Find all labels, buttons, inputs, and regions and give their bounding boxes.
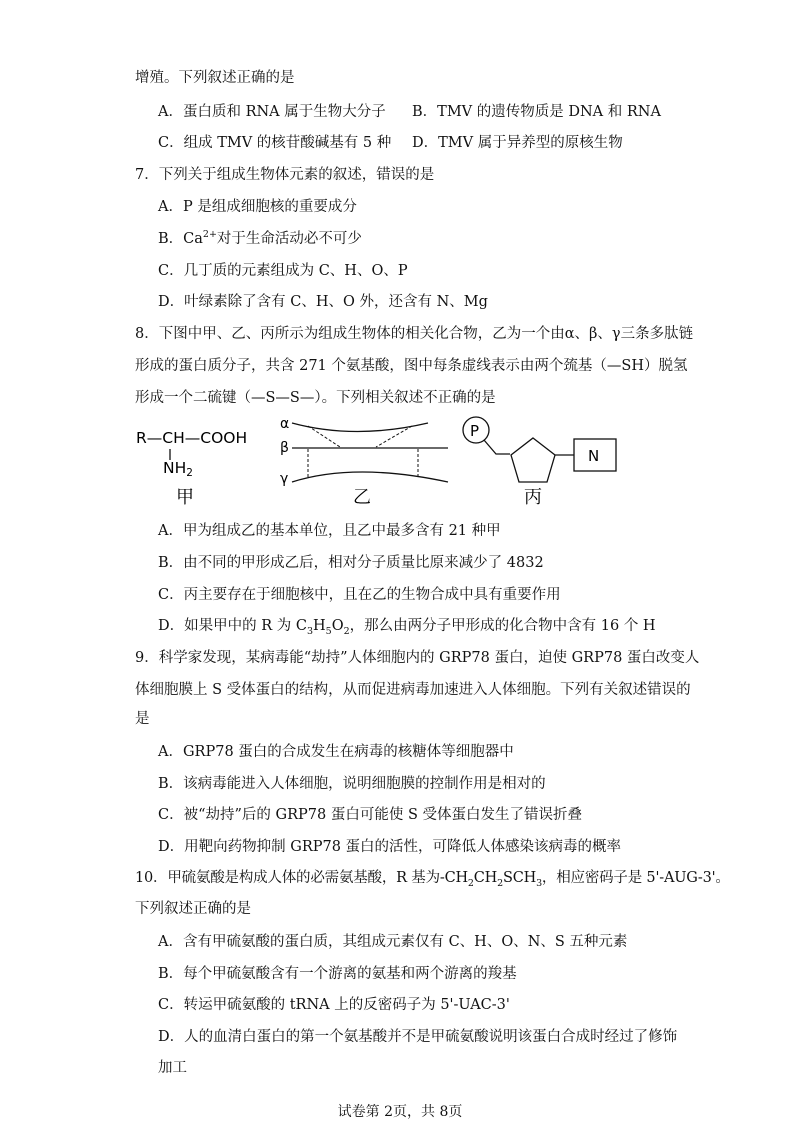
q7-option-a: A．P 是组成细胞核的重要成分 xyxy=(158,199,357,215)
q8-figure xyxy=(130,410,650,510)
page-footer: 试卷第 2页，共 8页 xyxy=(337,1104,463,1120)
alpha-chain xyxy=(292,423,428,432)
bing-label: 丙 xyxy=(524,487,542,508)
q8-option-d: D．如果甲中的 R 为 $C_3H_5O_2$，那么由两分子甲形成的化合物中含有 16 个 H xyxy=(158,618,656,637)
q7-option-b: B．$Ca^{2+}$对于生命活动必不可少 xyxy=(158,229,362,247)
phosphate-p: P xyxy=(470,422,480,440)
q8-option-b: B．由不同的甲形成乙后，相对分子质量比原来减少了 4832 xyxy=(158,555,544,571)
q10-stem-line1: 10．甲硫氨酸是构成人体的必需氨基酸，R 基为$-CH_2CH_2SCH_3$，相应密码子是 5'-AUG-3'。 xyxy=(135,870,730,889)
phosphate-bond xyxy=(484,440,510,454)
q7-stem: 7．下列关于组成生物体元素的叙述，错误的是 xyxy=(135,167,435,183)
q7-option-d: D．叶绿素除了含有 C、H、O 外，还含有 N、Mg xyxy=(158,294,488,310)
q9-option-d: D．用靶向药物抑制 GRP78 蛋白的活性，可降低人体感染该病毒的概率 xyxy=(158,839,622,855)
jia-label: 甲 xyxy=(176,487,194,508)
q6-stem-tail: 增殖。下列叙述正确的是 xyxy=(135,70,295,86)
q10-option-b: B．每个甲硫氨酸含有一个游离的氨基和两个游离的羧基 xyxy=(158,966,517,982)
q9-stem-line3: 是 xyxy=(135,711,150,727)
jia-formula-bottom: NH2 xyxy=(163,459,193,479)
q8-stem-line3: 形成一个二硫键（—S—S—）。下列相关叙述不正确的是 xyxy=(135,390,496,406)
q10-stem-line2: 下列叙述正确的是 xyxy=(135,901,251,917)
q9-option-b: B．该病毒能进入人体细胞，说明细胞膜的控制作用是相对的 xyxy=(158,776,546,792)
yi-alpha-label: α xyxy=(280,416,290,432)
yi-beta-label: β xyxy=(280,440,289,456)
q10-option-d-line1: D．人的血清白蛋白的第一个氨基酸并不是甲硫氨酸说明该蛋白合成时经过了修饰 xyxy=(158,1029,678,1045)
q8-stem-line1: 8．下图中甲、乙、丙所示为组成生物体的相关化合物，乙为一个由α、β、γ三条多肽链 xyxy=(135,326,694,342)
q6-option-c: C．组成 TMV 的核苷酸碱基有 5 种 xyxy=(158,135,392,151)
q7-option-c: C．几丁质的元素组成为 C、H、O、P xyxy=(158,263,408,279)
yi-label: 乙 xyxy=(353,487,371,508)
base-n: N xyxy=(588,447,600,465)
q9-stem-line2: 体细胞膜上 S 受体蛋白的结构，从而促进病毒加速进入人体细胞。下列有关叙述错误的 xyxy=(135,682,691,698)
q8-option-a: A．甲为组成乙的基本单位，且乙中最多含有 21 种甲 xyxy=(158,523,501,539)
q6-option-d: D．TMV 属于异养型的原核生物 xyxy=(412,135,623,151)
q8-stem-line2: 形成的蛋白质分子，共含 271 个氨基酸，图中每条虚线表示由两个巯基（—SH）脱氢 xyxy=(135,358,688,374)
q10-option-c: C．转运甲硫氨酸的 tRNA 上的反密码子为 5'-UAC-3' xyxy=(158,997,510,1013)
pentose-ring xyxy=(511,438,555,482)
q9-option-a: A．GRP78 蛋白的合成发生在病毒的核糖体等细胞器中 xyxy=(158,744,514,760)
q10-option-a: A．含有甲硫氨酸的蛋白质，其组成元素仅有 C、H、O、N、S 五种元素 xyxy=(158,934,628,950)
yi-gamma-label: γ xyxy=(280,471,289,487)
q8-option-c: C．丙主要存在于细胞核中，且在乙的生物合成中具有重要作用 xyxy=(158,587,561,603)
q6-option-a: A．蛋白质和 RNA 属于生物大分子 xyxy=(158,104,386,120)
jia-formula-top: R—CH—COOH xyxy=(136,429,248,447)
q9-option-c: C．被“劫持”后的 GRP78 蛋白可能使 S 受体蛋白发生了错误折叠 xyxy=(158,807,582,823)
q10-option-d-line2: 加工 xyxy=(158,1060,187,1076)
gamma-chain xyxy=(292,472,448,482)
q9-stem-line1: 9．科学家发现，某病毒能“劫持”人体细胞内的 GRP78 蛋白，迫使 GRP78 蛋白改变人 xyxy=(135,650,700,666)
q6-option-b: B．TMV 的遗传物质是 DNA 和 RNA xyxy=(412,104,661,120)
